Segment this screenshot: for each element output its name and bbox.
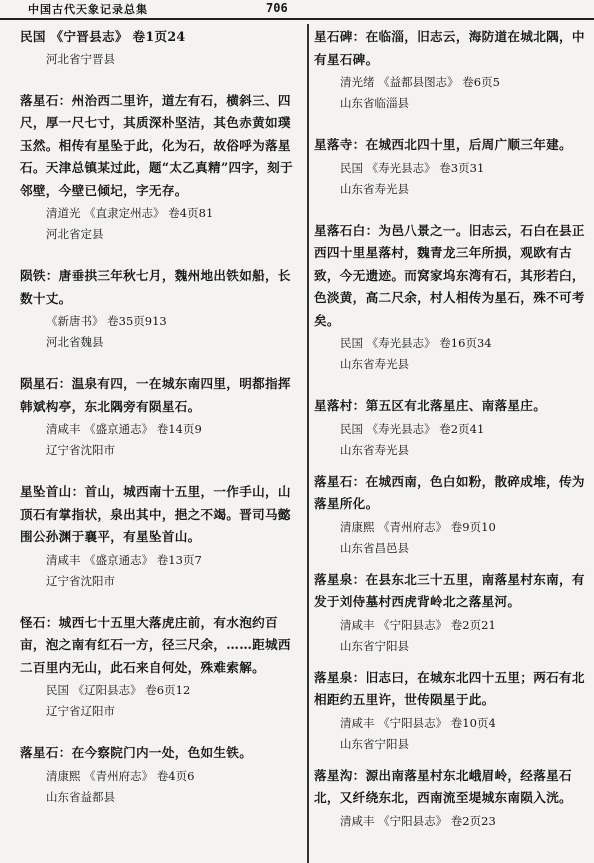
entry-source: 清光绪 《益都县图志》 卷6页5: [340, 75, 500, 89]
entry-location: 山东省寿光县: [340, 181, 409, 196]
entry-location: 山东省益都县: [46, 789, 115, 804]
entry-text: 星落村：第五区有北落星庄、南落星庄。: [314, 398, 547, 413]
entry: [20, 26, 302, 70]
book-title: 中国古代天象记录总集: [28, 3, 148, 16]
entry-location: 山东省临淄县: [340, 96, 409, 110]
entry-source: 清道光 《直隶定州志》 卷4页81: [46, 206, 214, 220]
entry: [314, 569, 590, 657]
entry: [314, 667, 590, 755]
entry: [314, 26, 590, 114]
entry-location: 山东省宁阳县: [340, 638, 409, 653]
entry-location: 河北省定县: [46, 227, 104, 241]
running-header: [0, 0, 594, 20]
entry-text: 陨铁：唐垂拱三年秋七月，魏州地出铁如船，长数十丈。: [20, 268, 291, 306]
entry-location: 河北省宁晋县: [46, 51, 115, 66]
entry-text: 星石碑：在临淄，旧志云，海防道在城北隅，中有星石碑。: [314, 29, 585, 67]
entry: [314, 134, 590, 200]
entry-source: 清咸丰 《宁阳县志》 卷2页21: [340, 617, 496, 632]
entry: [20, 265, 302, 353]
entry-text: 落星石：州治西二里许，道左有石，横斜三、四尺，厚一尺七寸，其质深朴坚洁，其色赤黄如璞玉然。相传有星坠于此，化为石，故俗呼为落星石。天津总镇某过此，题“太乙真精”四字，刻于邻壁，今壁已倾圮，字无存。: [20, 92, 293, 198]
entry-location: 河北省魏县: [46, 335, 104, 349]
entry-text: 落星石：在今察院门内一处，色如生铁。: [20, 745, 253, 760]
entry-text: 星落石白：为邑八景之一。旧志云，石白在县正西四十里星落村，魏青龙三年所损，观欧有古致，今无遗迹。而窝家坞东湾有石，其形若臼，色淡黄，高二尺余，村人相传为星石，殊不可考矣。: [314, 222, 585, 328]
entry-source: 清康熙 《青州府志》 卷4页6: [46, 768, 195, 783]
entry: [314, 765, 590, 832]
entry-location: 辽宁省沈阳市: [46, 443, 115, 457]
entry-source: 清咸丰 《盛京通志》 卷13页7: [46, 552, 202, 567]
entry: [314, 471, 590, 559]
entry-source: 民国 《寿光县志》 卷3页31: [340, 160, 485, 175]
left-column: [20, 26, 302, 808]
entry-location: 辽宁省沈阳市: [46, 573, 115, 588]
entry-text: 陨星石：温泉有四，一在城东南四里，明都指挥韩斌构亭，东北隅旁有陨星石。: [20, 376, 291, 414]
entry-location: 辽宁省辽阳市: [46, 704, 115, 718]
entry: [20, 90, 302, 246]
entry: [20, 612, 302, 723]
entry-location: 山东省宁阳县: [340, 736, 409, 751]
entry-source: 民国 《寿光县志》 卷2页41: [340, 421, 485, 436]
column-divider: [307, 24, 309, 863]
right-column: [314, 26, 590, 832]
entry: [314, 395, 590, 461]
entry-text: 落星石：在城西南，色白如粉，散碎成堆，传为落星所化。: [314, 473, 585, 511]
entry: [20, 481, 302, 592]
page-number: 706: [266, 1, 288, 15]
entry-text: 落星泉：在县东北三十五里，南落星村东南，有发于刘侍墓村西虎背岭北之落星河。: [314, 571, 585, 609]
entry: [20, 373, 302, 461]
entry-text: 星坠首山：首山，城西南十五里，一作手山，山顶石有掌指状，泉出其中，挹之不竭。晋司马懿围公孙渊于襄平，有星坠首山。: [20, 484, 291, 544]
entry-location: 山东省寿光县: [340, 357, 409, 371]
entry-source: 民国 《寿光县志》 卷16页34: [340, 336, 492, 350]
entry-source: 民国 《辽阳县志》 卷6页12: [46, 683, 191, 697]
entry-text: 落星沟：源出南落星村东北峨眉岭，经落星石北，又纤绕东北，西南流至堤城东南陨入洸。: [314, 767, 572, 805]
entry-source: 《新唐书》 卷35页913: [46, 314, 167, 328]
entry-source: 清咸丰 《盛京通志》 卷14页9: [46, 422, 202, 436]
entry-location: 山东省寿光县: [340, 442, 409, 457]
entry-source: 清咸丰 《宁阳县志》 卷10页4: [340, 715, 496, 730]
entry-text: 星落寺：在城西北四十里，后周广顺三年建。: [314, 137, 572, 152]
entry-text: 怪石：城西七十五里大落虎庄前，有水泡约百亩，泡之南有红石一方，径三尺余，……距城西二百里内无山，此石来自何处，殊难索解。: [20, 614, 291, 675]
entry-location: 山东省昌邑县: [340, 540, 409, 555]
entry-text: 落星泉：旧志曰，在城东北四十五里；两石有北相距约五里许，世传陨星于此。: [314, 669, 585, 707]
entry-text: 民国 《宁晋县志》 卷1页24: [20, 29, 186, 44]
entry-source: 清咸丰 《宁阳县志》 卷2页23: [340, 813, 496, 828]
entry: [314, 220, 590, 376]
entry: [20, 742, 302, 808]
entry-source: 清康熙 《青州府志》 卷9页10: [340, 519, 496, 534]
